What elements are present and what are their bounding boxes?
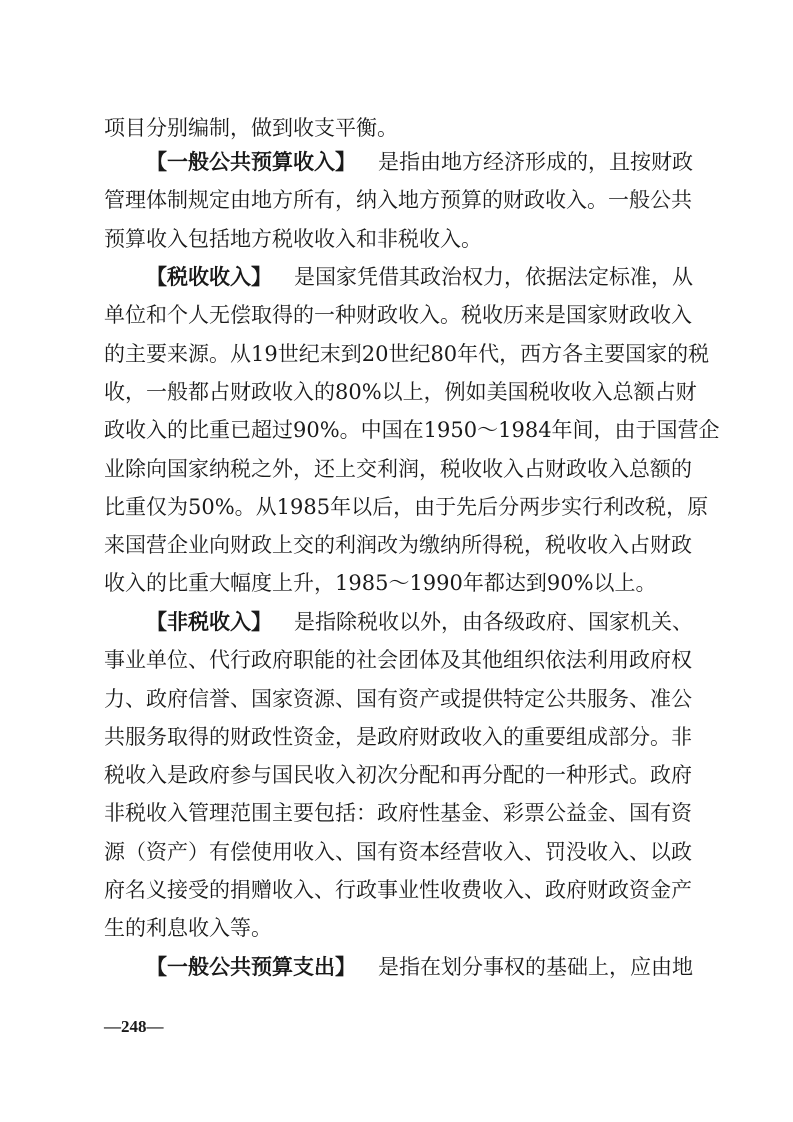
paragraph-line: 生的利息收入等。 — [104, 916, 272, 940]
paragraph-line: 的主要来源。从19世纪末到20世纪80年代，西方各主要国家的税 — [104, 342, 710, 366]
term-line — [146, 147, 692, 177]
paragraph-line: 单位和个人无偿取得的一种财政收入。税收历来是国家财政收入 — [104, 303, 692, 327]
paragraph-line: 政收入的比重已超过90%。中国在1950～1984年间，由于国营企 — [104, 418, 720, 442]
term-heading: 【税收收入】 — [146, 265, 272, 289]
paragraph-line: 府名义接受的捐赠收入、行政事业性收费收入、政府财政资金产 — [104, 878, 692, 902]
paragraph-line: 力、政府信誉、国家资源、国有资产或提供特定公共服务、准公 — [104, 687, 692, 711]
term-heading: 【一般公共预算收入】 — [146, 150, 356, 174]
definition-text: 是国家凭借其政治权力，依据法定标准，从 — [294, 265, 693, 289]
paragraph-line: 管理体制规定由地方所有，纳入地方预算的财政收入。一般公共 — [104, 188, 692, 212]
term-line — [146, 607, 692, 637]
paragraph-line: 收入的比重大幅度上升，1985～1990年都达到90%以上。 — [104, 571, 657, 595]
definition-text: 是指在划分事权的基础上，应由地 — [378, 955, 693, 979]
term-heading: 【一般公共预算支出】 — [146, 955, 356, 979]
term-line — [146, 262, 692, 292]
paragraph-line: 收，一般都占财政收入的80%以上，例如美国税收收入总额占财 — [104, 380, 697, 404]
paragraph-line: 事业单位、代行政府职能的社会团体及其他组织依法利用政府权 — [104, 648, 692, 672]
paragraph-line: 源（资产）有偿使用收入、国有资本经营收入、罚没收入、以政 — [104, 840, 692, 864]
paragraph-line: 非税收入管理范围主要包括：政府性基金、彩票公益金、国有资 — [104, 801, 692, 825]
paragraph-line: 来国营企业向财政上交的利润改为缴纳所得税，税收收入占财政 — [104, 533, 692, 557]
paragraph-line: 业除向国家纳税之外，还上交利润，税收收入占财政收入总额的 — [104, 457, 692, 481]
definition-text: 是指除税收以外，由各级政府、国家机关、 — [294, 610, 693, 634]
term-line — [146, 952, 692, 982]
paragraph-line: 预算收入包括地方税收收入和非税收入。 — [104, 227, 482, 251]
definition-text: 是指由地方经济形成的，且按财政 — [378, 150, 693, 174]
paragraph-line: 比重仅为50%。从1985年以后，由于先后分两步实行利改税，原 — [104, 495, 709, 519]
paragraph-line: 项目分别编制，做到收支平衡。 — [104, 116, 398, 140]
page-number: —248— — [104, 1017, 164, 1036]
paragraph-line: 税收入是政府参与国民收入初次分配和再分配的一种形式。政府 — [104, 763, 692, 787]
paragraph-line: 共服务取得的财政性资金，是政府财政收入的重要组成部分。非 — [104, 725, 692, 749]
term-heading: 【非税收入】 — [146, 610, 272, 634]
